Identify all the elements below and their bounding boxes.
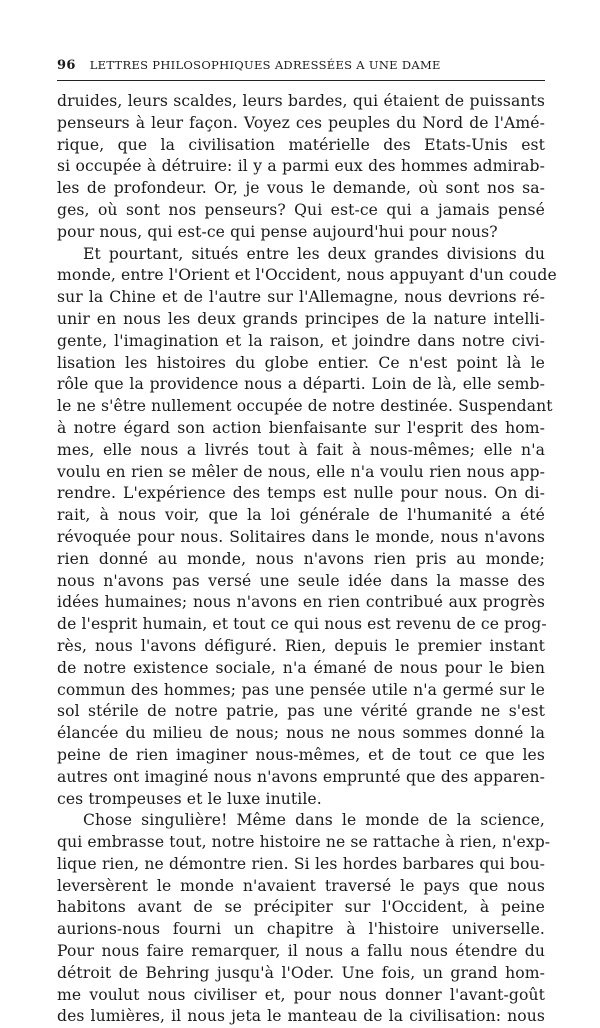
text-line: aurions-nous fourni un chapitre à l'histoire universelle. xyxy=(57,920,545,939)
text-line: rès, nous l'avons défiguré. Rien, depuis le premier instant xyxy=(57,636,545,655)
text-line: sur la Chine et de l'autre sur l'Allemagne, nous devrions ré- xyxy=(57,288,545,307)
text-line: gente, l'imagination et la raison, et joindre dans notre civi- xyxy=(57,331,545,350)
text-line: Et pourtant, situés entre les deux grandes divisions du xyxy=(83,244,545,263)
text-line: des lumières, il nous jeta le manteau de la civilisation: nous xyxy=(57,1007,545,1026)
text-line: autres ont imaginé nous n'avons emprunté que des apparen- xyxy=(57,767,545,786)
text-line: qui embrasse tout, notre histoire ne se rattache à rien, n'exp- xyxy=(57,833,551,852)
text-line: penseurs à leur façon. Voyez ces peuples du Nord de l'Amé- xyxy=(57,113,545,132)
text-line: ces trompeuses et le luxe inutile. xyxy=(57,789,322,808)
text-line: lique rien, ne démontre rien. Si les hordes barbares qui bou- xyxy=(57,854,545,873)
text-line: druides, leurs scaldes, leurs bardes, qui étaient de puissants xyxy=(57,92,545,110)
text-line: si occupée à détruire: il y a parmi eux des hommes admirab- xyxy=(57,157,545,176)
text-line: monde, entre l'Orient et l'Occident, nous appuyant d'un coude xyxy=(57,266,557,285)
text-line: voulu en rien se mêler de nous, elle n'a voulu rien nous app- xyxy=(57,462,545,481)
text-line: Chose singulière! Même dans le monde de la science, xyxy=(83,811,545,830)
text-line: mes, elle nous a livrés tout à fait à nous-mêmes; elle n'a xyxy=(57,440,545,459)
text-line: nous n'avons pas versé une seule idée dans la masse des xyxy=(57,571,545,590)
running-header xyxy=(57,58,545,78)
paragraph xyxy=(57,244,557,811)
text-line: rendre. L'expérience des temps est nulle pour nous. On di- xyxy=(57,484,545,503)
text-line: révoquée pour nous. Solitaires dans le monde, nous n'avons xyxy=(57,527,545,546)
text-line: unir en nous les deux grands principes de la nature intelli- xyxy=(57,309,545,328)
book-page xyxy=(57,58,557,1028)
text-line: habitons avant de se précipiter sur l'Occident, à peine xyxy=(57,898,545,917)
text-line: rôle que la providence nous a départi. Loin de là, elle semb- xyxy=(57,375,545,394)
text-line: à notre égard son action bienfaisante sur l'esprit des hom- xyxy=(57,418,545,437)
text-line: rien donné au monde, nous n'avons rien pris au monde; xyxy=(57,549,545,568)
text-line: rait, à nous voir, que la loi générale de l'humanité a été xyxy=(57,506,545,525)
page-number: 96 xyxy=(57,58,76,73)
text-line: idées humaines; nous n'avons en rien contribué aux progrès xyxy=(57,593,545,612)
body-text xyxy=(57,91,557,1028)
text-line: élancée du milieu de nous; nous ne nous sommes donné la xyxy=(57,724,545,743)
text-line: leversèrent le monde n'avaient traversé le pays que nous xyxy=(57,876,545,895)
text-line: Pour nous faire remarquer, il nous a fallu nous étendre du xyxy=(57,942,545,961)
text-line: me voulut nous civiliser et, pour nous donner l'avant-goût xyxy=(57,985,545,1004)
text-line: de l'esprit humain, et tout ce qui nous est revenu de ce prog- xyxy=(57,615,547,634)
text-line: détroit de Behring jusqu'à l'Oder. Une fois, un grand hom- xyxy=(57,963,545,982)
text-line: pour nous, qui est-ce qui pense aujourd'hui pour nous? xyxy=(57,222,498,241)
text-line: les de profondeur. Or, je vous le demande, où sont nos sa- xyxy=(57,179,545,198)
text-line: de notre existence sociale, n'a émané de nous pour le bien xyxy=(57,658,545,677)
text-line: le ne s'être nullement occupée de notre destinée. Suspendant xyxy=(57,397,553,416)
text-line: peine de rien imaginer nous-mêmes, et de tout ce que les xyxy=(57,745,545,764)
text-line: commun des hommes; pas une pensée utile n'a germé sur le xyxy=(57,680,545,699)
text-line: rique, que la civilisation matérielle des Etats-Unis est xyxy=(57,135,545,154)
running-title: LETTRES PHILOSOPHIQUES ADRESSÉES A UNE DAME xyxy=(89,58,441,72)
text-line: lisation les histoires du globe entier. Ce n'est point là le xyxy=(57,353,545,372)
text-line: sol stérile de notre patrie, pas une vérité grande ne s'est xyxy=(57,702,545,721)
header-rule xyxy=(57,80,545,81)
text-line: ges, où sont nos penseurs? Qui est-ce qui a jamais pensé xyxy=(57,200,545,219)
paragraph xyxy=(57,810,551,1028)
paragraph xyxy=(57,91,545,244)
